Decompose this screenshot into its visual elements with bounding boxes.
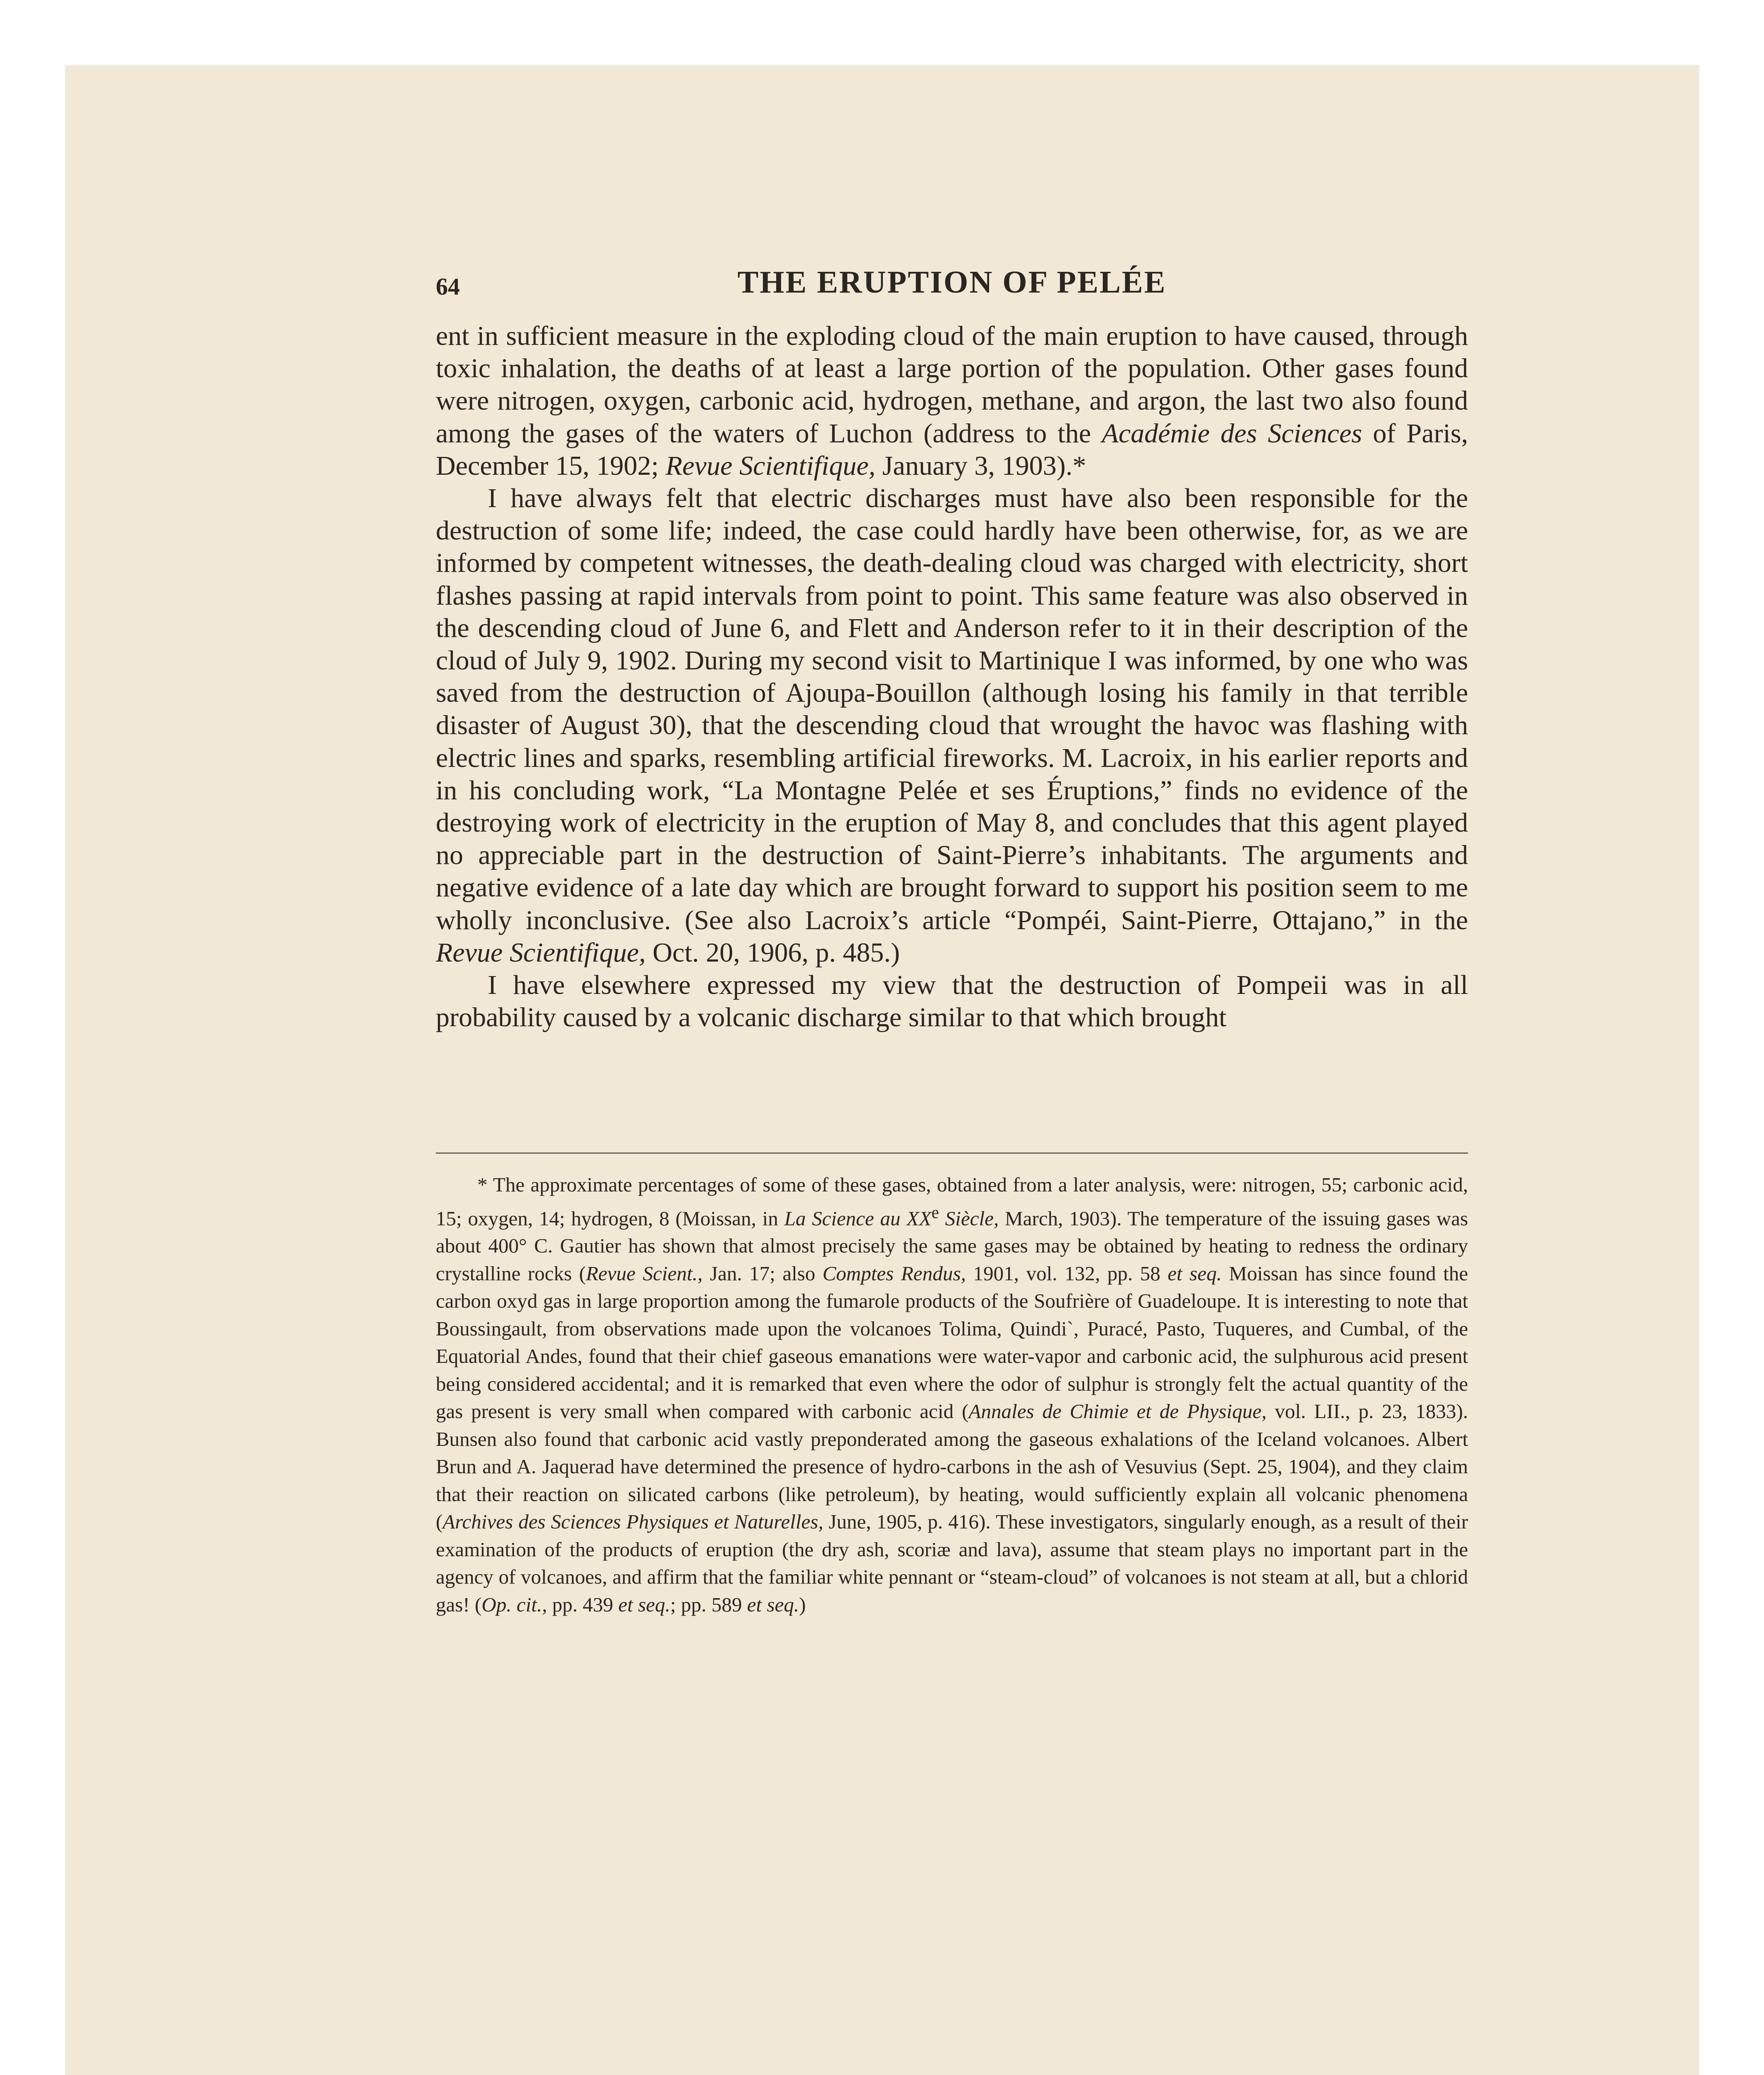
paragraph-1: ent in sufficient measure in the exploding cloud of the main eruption to have caused, through toxic inhalation, the deaths of at least a large portion of the population. Other gases found were nitrogen, oxygen, carbonic acid, hydrogen, methane, and argon, the last two also found among the gases of the waters of Luchon (address to the Académie des Sciences of Paris, December 15, 1902; Revue Scientifique, January 3, 1903).* — [436, 321, 1468, 481]
running-title: THE ERUPTION OF PELÉE — [737, 265, 1167, 300]
paragraph-2: I have always felt that electric discharges must have also been responsible for the destruction of some life; indeed, the case could hardly have been otherwise, for, as we are informed by competent witnesses, the death-dealing cloud was charged with electricity, short flashes passing at rapid intervals from point to point. This same feature was also observed in the descending cloud of June 6, and Flett and Anderson refer to it in their description of the cloud of July 9, 1902. During my second visit to Martinique I was informed, by one who was saved from the destruction of Ajoupa-Bouillon (although losing his family in that terrible disaster of August 30), that the descending cloud that wrought the havoc was flashing with electric lines and sparks, resembling artificial fireworks. M. Lacroix, in his earlier reports and in his concluding work, “La Montagne Pelée et ses Éruptions,” finds no evidence of the destroying work of electricity in the eruption of May 8, and concludes that this agent played no appreciable part in the destruction of Saint-Pierre’s inhabitants. The arguments and negative evidence of a late day which are brought forward to support his position seem to me wholly inconclusive. (See also Lacroix’s article “Pompéi, Saint-Pierre, Ottajano,” in the Revue Scientifique, Oct. 20, 1906, p. 485.) — [436, 483, 1468, 968]
footnote-text: * The approximate percentages of some of these gases, obtained from a later analysis, were: nitrogen, 55; carbonic acid, 15; oxygen, 14; hydrogen, 8 (Moissan, in La Science au XXe Siècle, March, 1903). The temperature of the issuing gases was about 400° C. Gautier has shown that almost precisely the same gases may be obtained by heating to redness the ordinary crystalline rocks (Revue Scient., Jan. 17; also Comptes Rendus, 1901, vol. 132, pp. 58 et seq. Moissan has since found the carbon oxyd gas in large proportion among the fumarole products of the Soufrière of Guadeloupe. It is interesting to note that Boussingault, from observations made upon the volcanoes Tolima, Quindi`, Puracé, Pasto, Tuqueres, and Cumbal, of the Equatorial Andes, found that their chief gaseous emanations were water-vapor and carbonic acid, the sulphurous acid present being considered accidental; and it is remarked that even where the odor of sulphur is strongly felt the actual quantity of the gas present is very small when compared with carbonic acid (Annales de Chimie et de Physique, vol. LII., p. 23, 1833). Bunsen also found that carbonic acid vastly preponderated among the gaseous exhalations of the Iceland volcanoes. Albert Brun and A. Jaquerad have determined the presence of hydro-carbons in the ash of Vesuvius (Sept. 25, 1904), and they claim that their reaction on silicated carbons (like petroleum), by heating, would sufficiently explain all volcanic phenomena (Archives des Sciences Physiques et Naturelles, June, 1905, p. 416). These investigators, singularly enough, as a result of their examination of the products of eruption (the dry ash, scoriæ and lava), assume that steam plays no important part in the agency of volcanoes, and affirm that the familiar white pennant or “steam-cloud” of volcanoes is not steam at all, but a chlorid gas! (Op. cit., pp. 439 et seq.; pp. 589 et seq.) — [436, 1173, 1468, 1616]
body-text — [436, 320, 1468, 1034]
paragraph-3: I have elsewhere expressed my view that the destruction of Pompeii was in all probability caused by a volcanic discharge similar to that which brought — [436, 970, 1468, 1033]
page-header — [436, 264, 1468, 314]
book-page — [65, 65, 1699, 2075]
footnote — [436, 1171, 1468, 1618]
footnote-divider — [436, 1152, 1468, 1154]
page-number: 64 — [436, 273, 460, 300]
